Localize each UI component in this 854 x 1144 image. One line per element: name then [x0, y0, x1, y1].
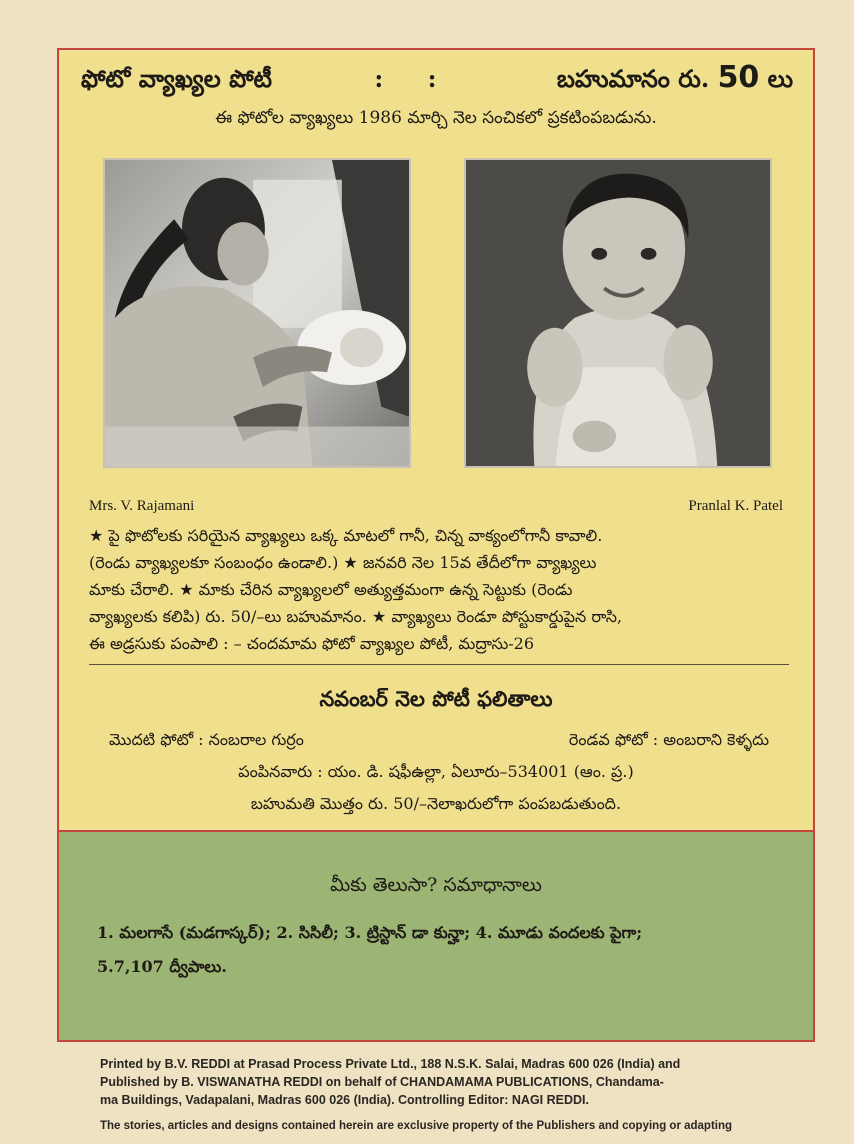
- photo-mother-baby-image: [105, 160, 409, 466]
- rules-line: మాకు చేరాలి. ★ మాకు చేరిన వ్యాఖ్యలలో అత్యుత్తమంగా ఉన్న సెట్టుకు (రెండు: [89, 580, 573, 599]
- contest-title: ఫోటో వ్యాఖ్యల పోటీ: [81, 64, 273, 93]
- quiz-answers: [97, 916, 787, 984]
- rules-line: (రెండు వ్యాఖ్యలకూ సంబంధం ఉండాలి.) ★ జనవరి నెల 15వ తేదీలోగా వ్యాఖ్యలు: [89, 553, 597, 572]
- photo-smiling-baby-image: [466, 160, 770, 466]
- results-photos: [109, 730, 769, 753]
- photo-credit-left: Mrs. V. Rajamani: [89, 498, 195, 514]
- prize-amount: 50: [717, 60, 760, 95]
- copyright-notice: The stories, articles and designs contained herein are exclusive property of the Publishers and copying or adapting: [100, 1120, 733, 1132]
- quiz-answer-line: 5.7,107 ద్వీపాలు.: [97, 957, 227, 976]
- photo-smiling-baby: [464, 158, 772, 468]
- imprint-line: ma Buildings, Vadapalani, Madras 600 026 (India). Controlling Editor: NAGI REDDI.: [100, 1093, 589, 1107]
- rules-line: ఈ అడ్రసుకు పంపాలి : – చందమామ ఫోటో వ్యాఖ్యల పోటీ, మద్రాసు-26: [89, 634, 535, 653]
- photo-mother-baby: [103, 158, 411, 468]
- contest-frame: [57, 48, 815, 1042]
- contest-rules: [89, 522, 789, 657]
- quiz-title: మీకు తెలుసా? సమాధానాలు: [330, 874, 542, 896]
- prize-suffix: లు: [767, 64, 793, 93]
- printer-imprint: [100, 1055, 790, 1109]
- title-separator: : :: [374, 64, 455, 93]
- quiz-answers-panel: [59, 830, 813, 1040]
- prize-label: [557, 60, 793, 99]
- quiz-answer-line: 1. మలగాసే (మడగాస్కర్); 2. సిసిలీ; 3. ట్రిస్టాన్ డా కున్హా; 4. మూడు వందలకు పైగా;: [97, 923, 643, 942]
- contest-panel: [59, 50, 813, 830]
- imprint-line: Printed by B.V. REDDI at Prasad Process Private Ltd., 188 N.S.K. Salai, Madras 600 026 (India) and: [100, 1057, 681, 1071]
- prize-prefix: బహుమానం రు.: [556, 64, 710, 93]
- rules-line: వ్యాఖ్యలకు కలిపి) రు. 50/–లు బహుమానం. ★ వ్యాఖ్యలు రెండూ పోస్టుకార్డుపైన రాసి,: [89, 607, 623, 626]
- first-photo-result: మొదటి ఫోటో : నంబరాల గుర్రం: [109, 730, 304, 749]
- section-divider: [89, 664, 789, 665]
- contest-header: [81, 60, 793, 106]
- results-title: నవంబర్ నెల పోటీ ఫలితాలు: [319, 686, 553, 711]
- results-sender: పంపినవారు : యం. డి. షఫీఉల్లా, ఏలూరు–534001 (ఆం. ప్ర.): [238, 762, 634, 781]
- photo-credit-right: Pranlal K. Patel: [688, 498, 783, 514]
- second-photo-result: రెండవ ఫోటో : అంబరాని కెళ్ళదు: [568, 730, 769, 749]
- contest-subtitle: ఈ ఫోటోల వ్యాఖ్యలు 1986 మార్చి నెల సంచికలో ప్రకటింపబడును.: [215, 108, 657, 128]
- imprint-line: Published by B. VISWANATHA REDDI on behalf of CHANDAMAMA PUBLICATIONS, Chandama-: [100, 1075, 664, 1089]
- results-prize-note: బహుమతి మొత్తం రు. 50/–నెలాఖరులోగా పంపబడుతుంది.: [250, 794, 622, 813]
- rules-line: ★ పై ఫొటోలకు సరియైన వ్యాఖ్యలు ఒక్క మాటలో గానీ, చిన్న వాక్యంలోగానీ కావాలి.: [89, 526, 603, 545]
